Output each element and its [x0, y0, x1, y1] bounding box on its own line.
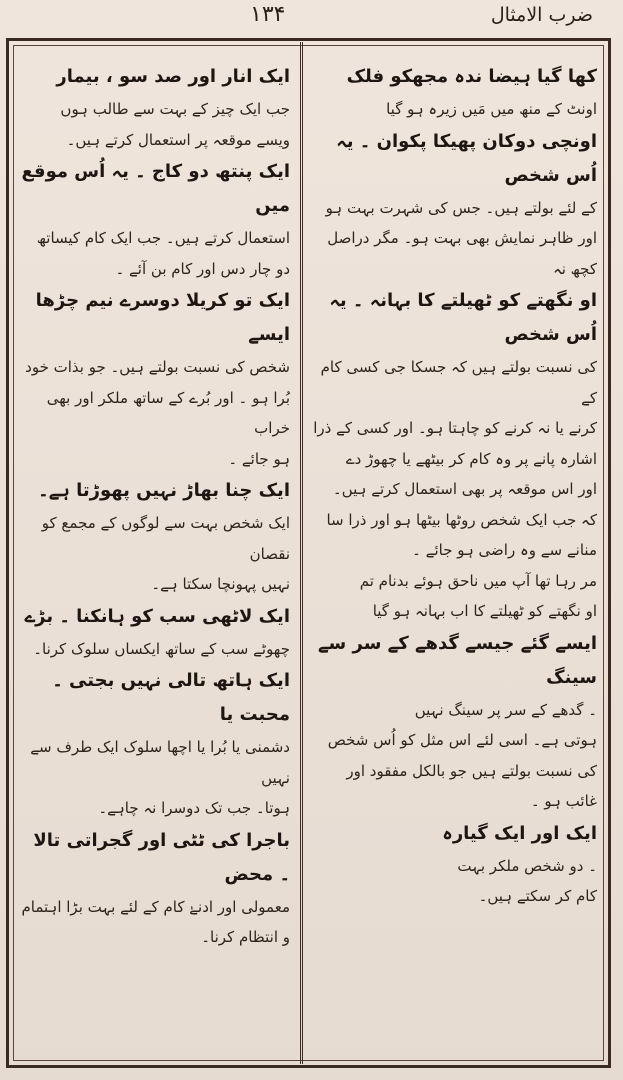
- proverb-heading: ایک لاٹھی سب کو ہانکنا ۔ بڑے: [24, 605, 290, 627]
- proverb-entry: [312, 125, 597, 285]
- proverb-text-line: اور ظاہر نمایش بھی بہت ہو۔ مگر دراصل کچھ نہ: [327, 229, 597, 278]
- proverb-text-line: جب ایک چیز کے بہت سے طالب ہوں: [60, 100, 290, 118]
- proverb-text-line: کرنے یا نہ کرنے کو چاہتا ہو۔ اور کسی کے ذرا: [313, 419, 597, 437]
- proverb-text-line: منانے سے وہ راضی ہو جائے ۔: [412, 541, 597, 559]
- proverb-text-line: او نگھتے کو ٹھیلتے کا اب بہانہ ہو گیا: [372, 602, 597, 620]
- proverb-entry: [18, 600, 290, 665]
- proverb-text-line: ہو جائے ۔: [228, 449, 290, 468]
- proverb-text-line: ہوتی ہے۔ اسی لئے اس مثل کو اُس شخص: [327, 731, 597, 749]
- proverb-heading: ایک پنتھ دو کاج ۔ یہ اُس موقع میں: [21, 161, 290, 216]
- proverb-entry: [312, 566, 597, 627]
- proverb-heading: ایک تو کریلا دوسرے نیم چڑھا ایسے: [35, 290, 290, 345]
- proverb-heading: باجرا کی ٹٹی اور گجراتی تالا ۔ محض: [33, 829, 290, 885]
- proverb-text-line: اشارہ پانے پر وہ کام کر بیٹھے یا چھوڑ دے: [345, 449, 597, 468]
- left-column: [18, 60, 290, 953]
- proverb-heading: او نگھتے کو ٹھیلتے کا بہانہ ۔ یہ اُس شخص: [329, 290, 597, 345]
- proverb-entry: [18, 155, 290, 284]
- page-header: [0, 0, 623, 38]
- proverb-text-line: اونٹ کے منھ میں مَیں زیرہ ہو گیا: [386, 100, 597, 118]
- proverb-entry: [18, 60, 290, 155]
- proverb-heading: ایک ہاتھ تالی نہیں بجتی ۔ محبت یا: [52, 670, 290, 725]
- proverb-heading: کھا گیا ہیضا ندہ مجھکو فلک: [346, 66, 597, 87]
- proverb-entry: [312, 284, 597, 566]
- proverb-heading: اونچی دوکان پھیکا پکوان ۔ یہ اُس شخص: [336, 130, 597, 186]
- proverb-heading: ایک انار اور صد سو ، بیمار: [56, 66, 290, 87]
- proverb-text-line: ۔ گدھے کے سر پر سینگ نہیں: [414, 700, 597, 719]
- proverb-text-line: دشمنی یا بُرا یا اچھا سلوک ایک طرف سے نہیں: [30, 738, 290, 787]
- proverb-text-line: شخص کی نسبت بولتے ہیں۔ جو بذات خود: [25, 358, 290, 376]
- proverb-heading: ایسے گئے جیسے گدھے کے سر سے: [318, 632, 597, 654]
- proverb-heading: ایک اور ایک گیارہ: [442, 822, 597, 844]
- proverb-heading: سینگ: [546, 666, 597, 688]
- proverb-text-line: نہیں پہونچا سکتا ہے۔: [151, 575, 290, 593]
- book-title: ضرب الامثال: [490, 4, 593, 26]
- proverb-entry: [312, 60, 597, 125]
- proverb-text-line: کام کر سکتے ہیں۔: [478, 887, 597, 905]
- proverb-text-line: ایک شخص بہت سے لوگوں کے مجمع کو نقصان: [41, 514, 290, 563]
- proverb-text-line: استعمال کرتے ہیں۔ جب ایک کام کیساتھ: [36, 229, 290, 247]
- proverb-text-line: و انتظام کرنا۔: [201, 928, 290, 946]
- proverb-entry: [18, 664, 290, 824]
- proverb-text-line: اور اس موقعہ پر بھی استعمال کرتے ہیں۔: [332, 480, 597, 498]
- page-number: ۱۳۴: [250, 2, 286, 27]
- proverb-text-line: ۔ دو شخص ملکر بہت: [457, 856, 597, 875]
- proverb-text-line: بُرا ہو ۔ اور بُرے کے ساتھ ملکر اور بھی خراب: [46, 388, 290, 437]
- column-divider: [300, 42, 303, 1064]
- proverb-text-line: معمولی اور ادنےٰ کام کے لئے بہت بڑا اہتمام: [21, 897, 290, 916]
- proverb-text-line: دو چار دس اور کام بن آئے ۔: [115, 259, 290, 278]
- proverb-text-line: کی نسبت بولتے ہیں کہ جسکا جی کسی کام کے: [320, 358, 597, 407]
- proverb-text-line: کے لئے بولتے ہیں۔ جس کی شہرت بہت ہو: [325, 198, 597, 217]
- proverb-entry: [18, 284, 290, 474]
- proverb-entry: [312, 627, 597, 661]
- proverb-text-line: کی نسبت بولتے ہیں جو بالکل مفقود اور: [346, 761, 597, 780]
- proverb-entry: [312, 817, 597, 912]
- proverb-entry: [312, 661, 597, 817]
- proverb-text-line: ویسے موقعہ پر استعمال کرتے ہیں۔: [66, 130, 290, 149]
- proverb-text-line: غائب ہو ۔: [530, 792, 597, 810]
- proverb-text-line: مر رہا تھا آپ میں ناحق ہوئے بدنام تم: [359, 571, 597, 590]
- proverb-text-line: کہ جب ایک شخص روٹھا بیٹھا ہو اور ذرا سا: [326, 510, 597, 529]
- proverb-heading: ایک چنا بھاڑ نہیں پھوڑتا ہے۔: [38, 480, 290, 501]
- proverb-entry: [18, 474, 290, 600]
- proverb-text-line: چھوٹے سب کے ساتھ ایکساں سلوک کرنا۔: [33, 639, 290, 658]
- right-column: [312, 60, 597, 912]
- proverb-text-line: ہوتا۔ جب تک دوسرا نہ چاہے۔: [98, 799, 290, 817]
- proverb-entry: [18, 824, 290, 953]
